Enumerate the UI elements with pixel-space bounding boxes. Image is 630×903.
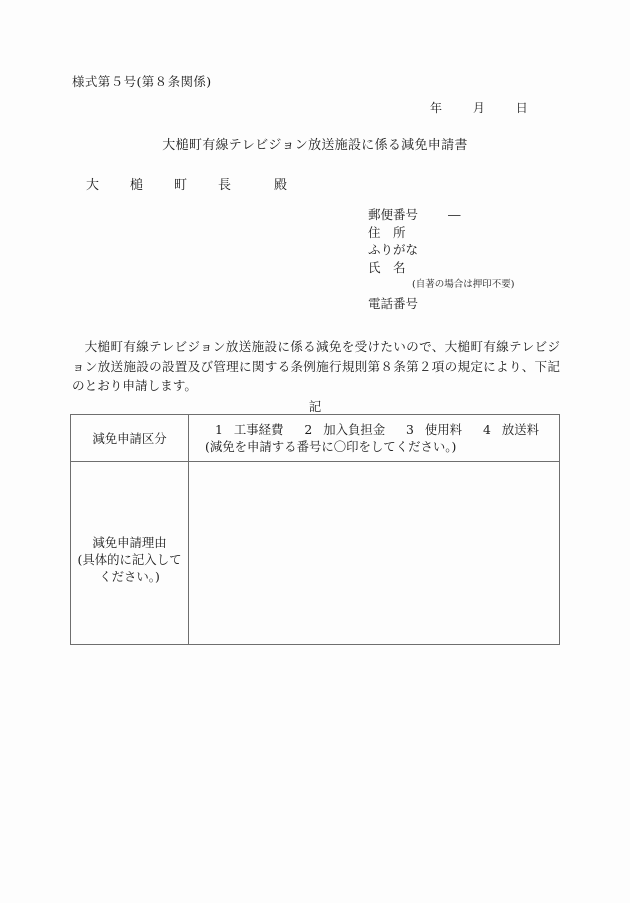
form-code: 様式第５号(第８条関係) (72, 74, 212, 89)
option-4-label: 放送料 (501, 422, 539, 437)
address-label: 住 所 (368, 224, 406, 240)
reason-label (71, 534, 188, 585)
option-2[interactable] (304, 421, 385, 438)
postal-row (368, 206, 514, 224)
year-label: 年 (430, 101, 443, 115)
ki-marker: 記 (308, 399, 322, 414)
option-3-number: 3 (406, 422, 414, 437)
option-3[interactable] (406, 421, 462, 438)
addressee-office: 大 槌 町 長 (86, 178, 241, 193)
reason-input-cell[interactable] (189, 462, 560, 645)
category-instruction: (減免を申請する番号に〇印をしてください。) (205, 439, 457, 454)
reason-label-line2: (具体的に記入して (77, 551, 182, 567)
page-title: 大槌町有線テレビジョン放送施設に係る減免申請書 (162, 138, 468, 153)
body-text: 大槌町有線テレビジョン放送施設に係る減免を受けたいので、大槌町有線テレビジョン放送施設の設置及び管理に関する条例施行規則第８条第２項の規定により、下記のとおり申請します。 (72, 339, 560, 394)
name-label: 氏 名 (368, 259, 406, 275)
addressee-honorific: 殿 (274, 178, 288, 193)
option-2-label: 加入負担金 (323, 422, 386, 437)
table-row (71, 415, 560, 462)
reason-label-line3: ください。) (99, 568, 160, 584)
furigana-label: ふりがな (368, 242, 419, 258)
option-2-number: 2 (304, 422, 313, 437)
option-1-label: 工事経費 (233, 422, 284, 437)
name-row (368, 259, 514, 277)
option-4-number: 4 (482, 422, 491, 437)
category-options (189, 421, 559, 438)
postal-label: 郵便番号 (368, 207, 419, 222)
day-label: 日 (515, 101, 529, 115)
furigana-row (368, 241, 514, 259)
body-paragraph (72, 337, 560, 396)
category-label: 減免申請区分 (92, 430, 167, 446)
option-1[interactable] (215, 421, 283, 438)
postal-dash: ― (448, 207, 461, 222)
option-3-label: 使用料 (424, 422, 463, 437)
phone-label: 電話番号 (368, 296, 419, 312)
applicant-block (368, 206, 514, 313)
reason-label-line1: 減免申請理由 (92, 534, 167, 550)
application-table (70, 414, 560, 645)
address-row (368, 224, 514, 242)
option-1-number: 1 (215, 422, 223, 437)
date-line (430, 99, 528, 116)
category-options-cell[interactable] (189, 415, 560, 462)
option-4[interactable] (483, 421, 539, 438)
category-label-cell (71, 415, 189, 462)
table-row (71, 462, 560, 645)
seal-note: (自著の場合は押印不要) (412, 279, 515, 291)
addressee (86, 174, 287, 193)
month-label: 月 (472, 101, 486, 115)
phone-row (368, 295, 514, 313)
reason-label-cell (71, 462, 189, 645)
